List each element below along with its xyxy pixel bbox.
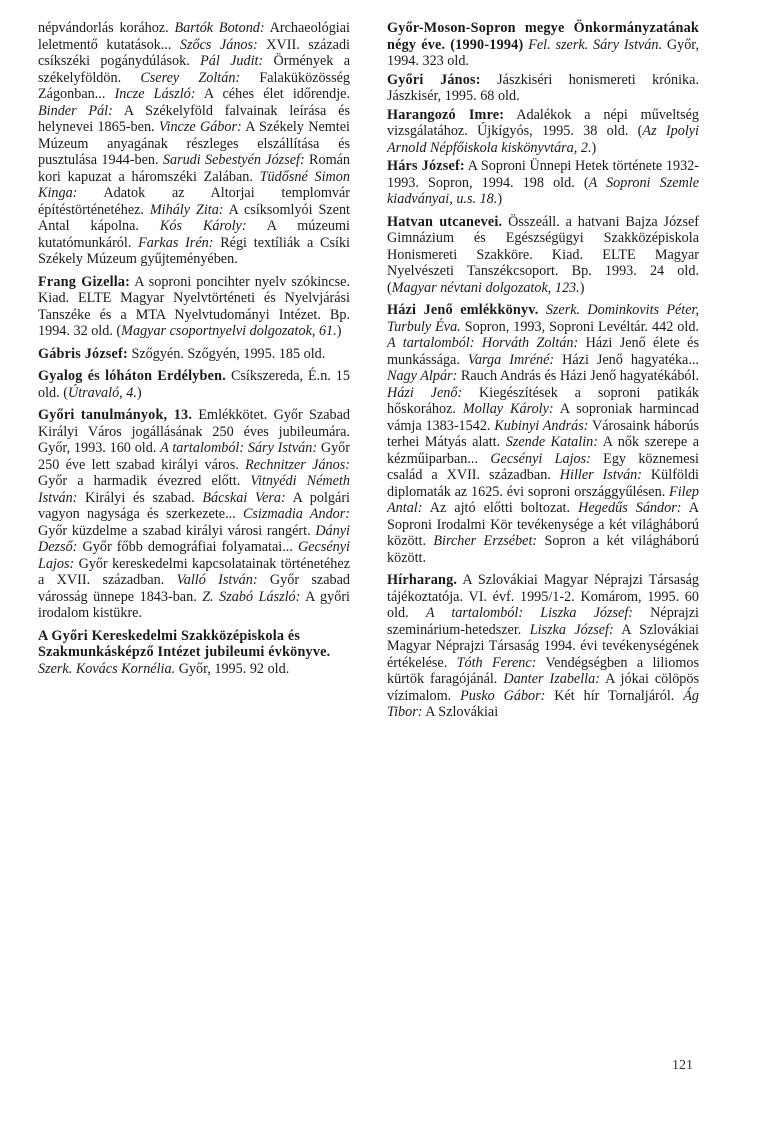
entry-italic-text: Danter Izabella: (503, 671, 600, 687)
entry-italic-text: Tüdősné Simon Kinga: (38, 168, 350, 201)
entry-italic-text: Pusko Gábor: (460, 687, 546, 704)
entry-text: Királyi és szabad. (77, 489, 203, 506)
entry-italic-text: Sarudi Sebestyén József: (162, 152, 305, 168)
entry-text: Győr, 1995. 92 old. (175, 660, 290, 677)
entry-italic-text: Pál Judit: (200, 53, 264, 69)
entry-heading: Frang Gizella: (38, 273, 131, 290)
entry-text: ) (591, 139, 597, 156)
entry-heading: Győri tanulmányok, 13. (38, 407, 193, 423)
entry-text: Csíkszereda, É.n. 15 old. ( (38, 368, 350, 401)
entry-text: A Székelyföld falvainak leírása és helynevei 1865-ben. (38, 102, 350, 135)
entry-italic-text: Kubinyi András: (494, 417, 589, 434)
entry-text: XVII. századi csíkszéki pogánydúlások. (38, 36, 350, 69)
entry-text: Rauch András és Házi Jenő hagyatékából. (457, 368, 699, 384)
page-number: 121 (672, 1058, 693, 1073)
bibliography-entry (38, 628, 350, 678)
entry-italic-text: A tartalomból: Horváth Zoltán: (387, 335, 579, 351)
entry-text: ) (579, 279, 585, 296)
entry-italic-text: A Soproni Szemle kiadványai, u.s. 18. (387, 174, 699, 207)
entry-text: Kiegészítések a soproni patikák hőskorához. (387, 384, 700, 417)
entry-text: Néprajzi szeminárium-hetedszer. (387, 605, 699, 638)
entry-italic-text: Kós Károly: (159, 218, 247, 234)
entry-italic-text: Szőcs János: (179, 36, 258, 53)
entry-text: Adalékok a népi műveltség vizsgálatához. Újkígyós, 1995. 38 old. ( (387, 106, 699, 139)
entry-italic-text: Bircher Erzsébet: (433, 533, 538, 549)
entry-italic-text: Fel. szerk. Sáry István. (528, 36, 663, 53)
entry-text (539, 302, 546, 318)
bibliography-entry (387, 572, 699, 721)
entry-italic-text: Magyar névtani dolgozatok, 123. (391, 279, 580, 296)
entry-italic-text: Hegedűs Sándor: (578, 500, 682, 516)
entry-italic-text: Gecsényi Lajos: (490, 450, 591, 467)
entry-text: Győr 250 éve lett szabad királyi város. (38, 440, 350, 473)
entry-text: Régi textíliák a Csíki Székely Múzeum gyűjteményében. (38, 234, 350, 267)
entry-italic-text: Csizmadia Andor: (242, 506, 351, 522)
entry-text: Emlékkötet. Győr Szabad Királyi Város jogállásának 250 éves jubileumára. Győr, 1993. 160 old. (38, 407, 350, 456)
entry-italic-text: Vitnyédi Németh István: (38, 473, 350, 506)
entry-italic-text: Varga Imréné: (467, 351, 555, 368)
entry-text: A múzeumi kutatómunkáról. (38, 218, 350, 251)
entry-text: A céhes élet időrendje. (195, 86, 350, 102)
entry-italic-text: Filep Antal: (387, 483, 699, 516)
entry-text: Sopron, 1993, Soproni Levéltár. 442 old. (460, 318, 699, 335)
entry-heading: Hírharang. (387, 572, 458, 588)
entry-italic-text: Dányi Dezső: (38, 522, 350, 555)
entry-text: Román kori kapuzat a háromszéki Zalában. (38, 152, 350, 185)
entry-text: Győr a harmadik évezred előtt. (38, 473, 251, 489)
bibliography-entry (387, 302, 699, 566)
entry-text: Vendégségben a liliomos kürtök faragójánál. (387, 654, 699, 687)
entry-text: Szőgyén. Szőgyén, 1995. 185 old. (127, 345, 326, 362)
entry-italic-text: Incze László: (114, 86, 196, 102)
entry-text: Győr küzdelme a szabad királyi városi rangért. (38, 522, 316, 539)
entry-text: Győr, 1994. 323 old. (387, 36, 700, 69)
bibliography-entry (387, 214, 699, 297)
bibliography-entry (387, 72, 699, 105)
entry-text: A Székely Nemtei Múzeum anyagának részleges elszállítása és pusztulása 1944-ben. (38, 119, 350, 168)
entry-italic-text: A tartalomból: Liszka József: (425, 605, 634, 621)
entry-text: A Soproni Irodalmi Kör tevékenysége a két világháború között. (387, 500, 699, 549)
entry-text: Jászkiséri honismereti krónika. Jászkisér, 1995. 68 old. (387, 71, 699, 104)
entry-italic-text: Az Ipolyi Arnold Népfőiskola kiskönyvtára, 2. (387, 123, 699, 156)
bibliography-entry (387, 20, 699, 70)
bibliography-entry (38, 20, 350, 268)
bibliography-entry (387, 158, 699, 208)
entry-italic-text: Házi Jenő: (387, 384, 463, 401)
entry-text: A Szlovákiai (422, 704, 499, 720)
entry-text: ) (497, 191, 503, 207)
entry-text: A győri irodalom kistükre. (38, 588, 350, 621)
left-column (38, 20, 350, 679)
entry-heading: Házi Jenő emlékkönyv. (387, 302, 539, 318)
entry-text: Külföldi diplomaták az 1625. évi soproni országgyűlésen. (387, 467, 699, 500)
entry-heading: Gábris József: (38, 345, 128, 362)
entry-text: A soproniak harmincad vámja 1383-1542. (387, 401, 700, 434)
entry-text: Falaküközösség Zágonban... (38, 69, 350, 102)
entry-text: népvándorlás korához. (38, 20, 175, 36)
entry-italic-text: Tóth Ferenc: (456, 654, 537, 671)
entry-text: Győr szabad városság ünnepe 1843-ban. (38, 572, 351, 605)
entry-italic-text: Mollay Károly: (462, 401, 554, 417)
entry-italic-text: Valló István: (176, 572, 258, 588)
entry-italic-text: Farkas Irén: (138, 234, 214, 251)
bibliography-entry (38, 368, 350, 401)
entry-italic-text: Bartók Botond: (174, 20, 265, 36)
right-column (387, 20, 699, 723)
entry-heading: Hárs József: (387, 158, 465, 174)
bibliography-entry (38, 274, 350, 340)
entry-italic-text: Gecsényi Lajos: (38, 539, 350, 572)
entry-text: Házi Jenő élete és munkássága. (387, 335, 699, 368)
entry-italic-text: Nagy Alpár: (387, 368, 458, 384)
entry-heading: Hatvan utcanevei. (387, 213, 503, 230)
entry-text: Az ajtó előtti boltozat. (422, 500, 579, 516)
entry-italic-text: Liszka József: (529, 621, 614, 638)
entry-text: Archaeológiai leletmentő kutatások... (38, 20, 350, 53)
entry-text: Városaink háborús terhei Mátyás alatt. (387, 417, 699, 450)
entry-heading: A Győri Kereskedelmi Szakközépiskola és Szakmunkásképző Intézet jubileumi évkönyve. (38, 627, 331, 660)
entry-italic-text: Z. Szabó László: (202, 588, 301, 605)
entry-italic-text: Cserey Zoltán: (140, 69, 241, 86)
entry-heading: Gyalog és lóháton Erdélyben. (38, 368, 226, 384)
entry-text: Örmények a székelyföldön. (38, 53, 350, 86)
entry-italic-text: Hiller István: (559, 467, 642, 483)
entry-italic-text: Vincze Gábor: (158, 119, 242, 135)
entry-text: Összeáll. a hatvani Bajza József Gimnázium és Egészségügyi Szakközépiskola Honismereti Szakköre. Kiad. ELTE Magyar Nyelvészeti Tanszékcsoport. Bp. 1993. 24 old. ( (387, 213, 700, 296)
entry-text: A nők szerepe a kézműiparban... (387, 434, 699, 467)
entry-italic-text: Útravaló, 4. (67, 384, 137, 401)
entry-italic-text: Szende Katalin: (505, 434, 598, 450)
entry-italic-text: Magyar csoportnyelvi dolgozatok, 61. (121, 323, 337, 339)
entry-italic-text: A tartalomból: Sáry István: (160, 440, 318, 456)
entry-italic-text: Ág Tibor: (387, 687, 699, 720)
entry-italic-text: Bácskai Vera: (202, 489, 286, 506)
entry-text: Adatok az Altorjai templomvár építéstörténetéhez. (38, 185, 350, 218)
entry-text: ) (336, 323, 342, 339)
entry-text: A Soproni Ünnepi Hetek története 1932-1993. Sopron, 1994. 198 old. ( (387, 158, 699, 191)
entry-text: Egy köznemesi család a XVII. században. (387, 450, 700, 483)
entry-text: A Szlovákiai Magyar Néprajzi Társaság tájékoztatója. VI. évf. 1995/1-2. Komárom, 1995. 60 old. (387, 572, 699, 621)
entry-text: Két hír Tornaljáról. (545, 687, 684, 704)
entry-text: Házi Jenő hagyatéka... (554, 351, 699, 368)
entry-heading: Győri János: (387, 71, 481, 88)
entry-italic-text: Mihály Zita: (149, 201, 224, 218)
entry-text: Győr kereskedelmi kapcsolatainak történetéhez a XVII. században. (38, 555, 350, 588)
entry-text: A csíksomlyói Szent Antal kápolna. (38, 201, 351, 234)
entry-text: A jókai cölöpös vízimalom. (387, 671, 699, 704)
entry-text: ) (136, 384, 142, 401)
bibliography-entry (387, 107, 699, 157)
bibliography-entry (38, 346, 350, 363)
entry-text: A soproni poncihter nyelv szókincse. Kiad. ELTE Magyar Nyelvtörténeti és Nyelvjárási Tanszéke és a MTA Nyelvtudományi Intézet. Bp. 1994. 32 old. ( (38, 273, 350, 339)
entry-italic-text: Szerk. Dominkovits Péter, Turbuly Éva. (387, 302, 700, 335)
entry-heading: Harangozó Imre: (387, 106, 505, 123)
entry-text: A Szlovákiai Magyar Néprajzi Társaság 1994. évi tevékenységének értékelése. (387, 621, 699, 671)
entry-text: A polgári vagyon nagysága és szerkezete... (38, 489, 350, 522)
entry-italic-text: Szerk. Kovács Kornélia. (38, 660, 176, 677)
entry-italic-text: Rechnitzer János: (245, 456, 350, 473)
entry-text: Győr főbb demográfiai folyamatai... (77, 539, 298, 555)
entry-heading: Győr-Moson-Sopron megye Önkormányzatának négy éve. (1990-1994) (387, 20, 699, 53)
entry-italic-text: Binder Pál: (38, 102, 113, 119)
bibliography-entry (38, 407, 350, 622)
entry-text: Sopron a két világháború között. (387, 533, 699, 566)
